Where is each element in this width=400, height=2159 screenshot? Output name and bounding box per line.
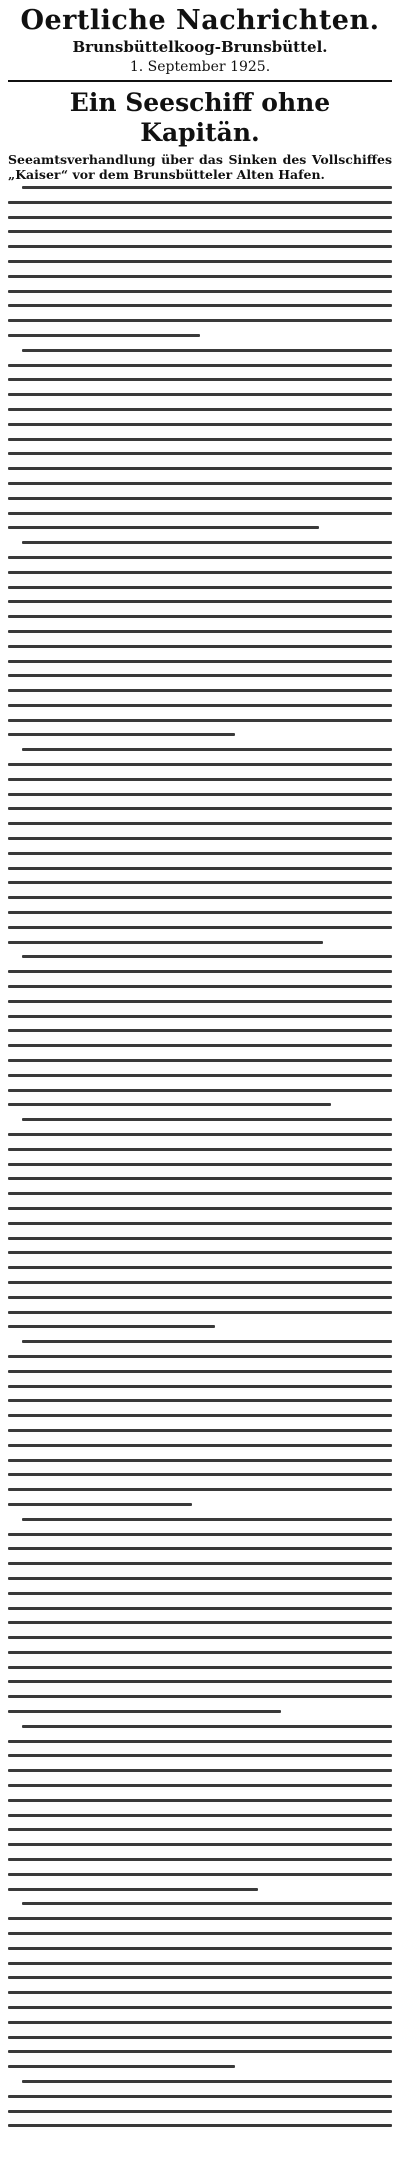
text-line: [8, 1222, 392, 1225]
text-line: [8, 1325, 215, 1328]
text-line: [8, 674, 392, 677]
text-line: [8, 600, 392, 603]
text-line: [8, 1355, 392, 1358]
text-line: [8, 1281, 392, 1284]
text-line: [8, 822, 392, 825]
text-line: [8, 1237, 392, 1240]
text-line: [8, 1192, 392, 1195]
text-line: [8, 378, 392, 381]
text-line: [22, 1518, 392, 1521]
text-line: [8, 438, 392, 441]
text-line: [8, 1251, 392, 1254]
text-line: [8, 1044, 392, 1047]
text-line: [22, 186, 392, 189]
text-line: [8, 1754, 392, 1757]
text-line: [8, 1991, 392, 1994]
text-line: [8, 2110, 392, 2113]
text-line: [8, 1547, 392, 1550]
text-line: [8, 1740, 392, 1743]
text-line: [8, 1370, 392, 1373]
text-line: [8, 319, 392, 322]
text-line: [8, 807, 392, 810]
text-line: [8, 245, 392, 248]
text-line: [8, 2021, 392, 2024]
divider: [8, 80, 392, 82]
text-line: [8, 1976, 392, 1979]
text-line: [8, 1148, 392, 1151]
text-line: [8, 1636, 392, 1639]
text-line: [8, 719, 392, 722]
text-line: [8, 970, 392, 973]
text-line: [8, 1177, 392, 1180]
text-line: [8, 852, 392, 855]
text-line: [8, 1399, 392, 1402]
text-line: [8, 304, 392, 307]
text-line: [8, 1814, 392, 1817]
text-line: [8, 881, 392, 884]
text-line: [22, 541, 392, 544]
text-line: [8, 556, 392, 559]
text-line: [22, 1902, 392, 1905]
text-line: [8, 1858, 392, 1861]
text-line: [8, 2124, 392, 2127]
text-line: [8, 1473, 392, 1476]
text-line: [8, 1947, 392, 1950]
text-line: [8, 512, 392, 515]
text-line: [8, 526, 319, 529]
text-line: [8, 778, 392, 781]
text-line: [8, 1311, 392, 1314]
text-line: [8, 1488, 392, 1491]
text-line: [8, 704, 392, 707]
text-line: [8, 1710, 281, 1713]
text-line: [8, 1873, 392, 1876]
text-line: [8, 2050, 392, 2053]
text-line: [8, 1843, 392, 1846]
text-line: [22, 1118, 392, 1121]
text-line: [8, 1266, 392, 1269]
text-line: [8, 1385, 392, 1388]
text-line: [8, 1888, 258, 1891]
text-line: [8, 793, 392, 796]
article-headline: Ein Seeschiff ohne Kapitän.: [69, 88, 331, 147]
text-line: [8, 1577, 392, 1580]
text-line: [8, 1562, 392, 1565]
text-line: [8, 1429, 392, 1432]
text-line: [8, 1089, 392, 1092]
text-line: [22, 1725, 392, 1728]
text-line: [8, 645, 392, 648]
text-line: [8, 2006, 392, 2009]
text-line: [8, 1695, 392, 1698]
text-line: [8, 1133, 392, 1136]
text-line: [8, 911, 392, 914]
text-line: [8, 1533, 392, 1536]
text-line: [8, 1592, 392, 1595]
text-line: [8, 985, 392, 988]
text-line: [8, 260, 392, 263]
text-line: [8, 393, 392, 396]
text-line: [8, 1000, 392, 1003]
text-line: [8, 467, 392, 470]
text-line: [8, 364, 392, 367]
text-line: [22, 2080, 392, 2083]
text-line: [8, 452, 392, 455]
article-body: [8, 186, 392, 2127]
text-line: [8, 2036, 392, 2039]
text-line: [8, 201, 392, 204]
text-line: [8, 408, 392, 411]
date-line: 1. September 1925.: [129, 59, 271, 75]
text-line: [8, 1015, 392, 1018]
place-line: Brunsbüttelkoog-Brunsbüttel.: [72, 38, 328, 56]
article-subhead: Seeamtsverhandlung über das Sinken des Vollschiffes „Kaiser“ vor dem Brunsbütteler Alten Hafen.: [8, 152, 392, 182]
text-line: [22, 349, 392, 352]
text-line: [8, 1621, 392, 1624]
text-line: [8, 423, 392, 426]
text-line: [8, 733, 235, 736]
text-line: [22, 748, 392, 751]
text-line: [8, 230, 392, 233]
text-line: [8, 1459, 392, 1462]
text-line: [8, 1680, 392, 1683]
text-line: [8, 290, 392, 293]
text-line: [8, 1444, 392, 1447]
text-line: [8, 216, 392, 219]
text-line: [8, 1828, 392, 1831]
text-line: [8, 1414, 392, 1417]
text-line: [8, 1962, 392, 1965]
text-line: [8, 275, 392, 278]
text-line: [8, 334, 200, 337]
text-line: [8, 571, 392, 574]
text-line: [8, 615, 392, 618]
text-line: [8, 660, 392, 663]
text-line: [8, 941, 323, 944]
text-line: [8, 1799, 392, 1802]
text-line: [8, 896, 392, 899]
text-line: [8, 630, 392, 633]
text-line: [8, 2095, 392, 2098]
text-line: [8, 867, 392, 870]
text-line: [8, 586, 392, 589]
text-line: [8, 1651, 392, 1654]
text-line: [8, 837, 392, 840]
text-line: [8, 763, 392, 766]
text-line: [8, 689, 392, 692]
text-line: [8, 1207, 392, 1210]
text-line: [8, 1607, 392, 1610]
text-line: [22, 955, 392, 958]
section-title: Oertliche Nachrichten.: [20, 5, 380, 36]
text-line: [22, 1340, 392, 1343]
text-line: [8, 1103, 331, 1106]
text-line: [8, 1029, 392, 1032]
text-line: [8, 497, 392, 500]
text-line: [8, 1666, 392, 1669]
text-line: [8, 1074, 392, 1077]
text-line: [8, 1059, 392, 1062]
text-line: [8, 1163, 392, 1166]
text-line: [8, 2065, 235, 2068]
text-line: [8, 926, 392, 929]
text-line: [8, 1769, 392, 1772]
text-line: [8, 1503, 192, 1506]
text-line: [8, 1917, 392, 1920]
text-line: [8, 1296, 392, 1299]
text-line: [8, 1932, 392, 1935]
text-line: [8, 482, 392, 485]
text-line: [8, 1784, 392, 1787]
